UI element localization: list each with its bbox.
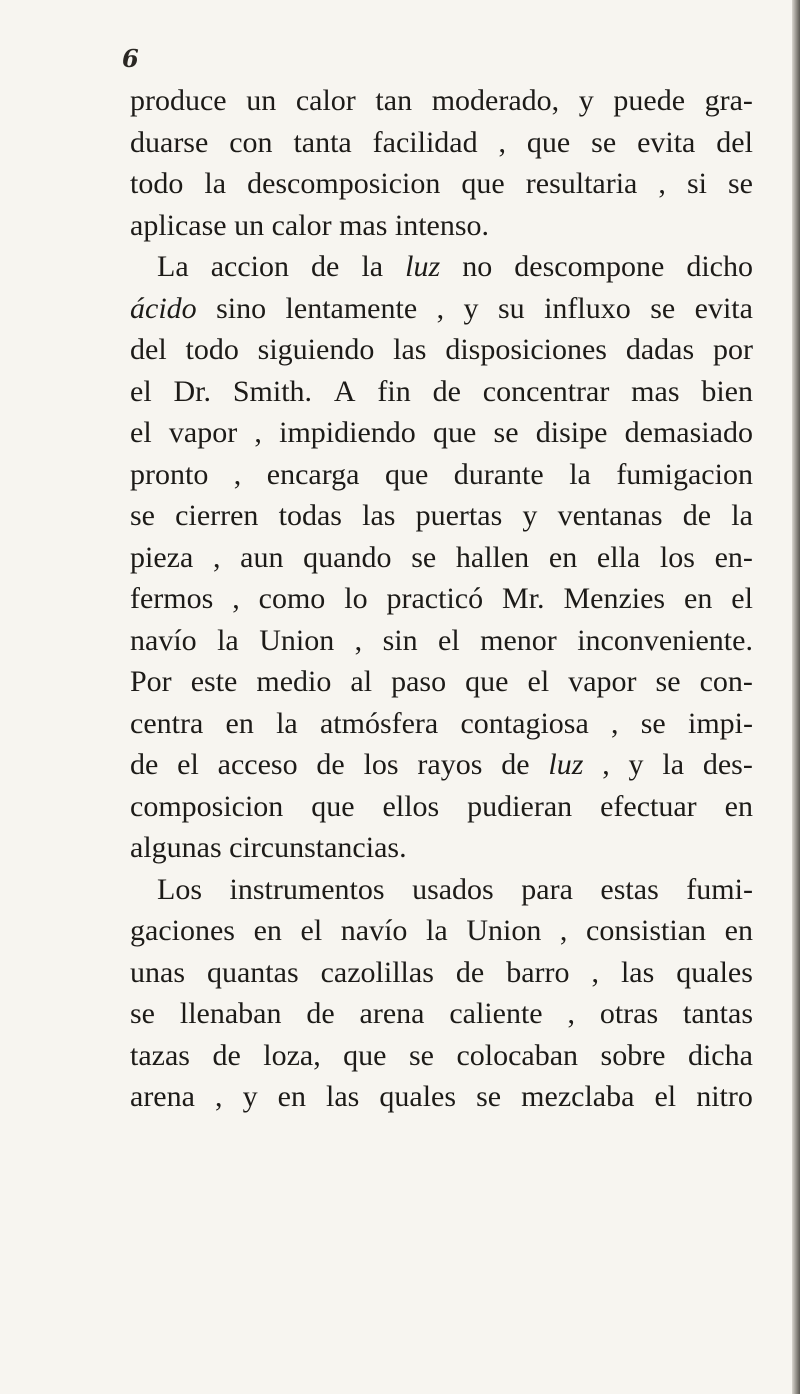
text-line: pronto , encarga que durante la fumigacion bbox=[130, 457, 753, 491]
text-line: de el acceso de los rayos de luz , y la des- bbox=[130, 748, 753, 781]
text-line: el vapor , impidiendo que se disipe demasiado bbox=[130, 416, 753, 449]
page-number: 6 bbox=[122, 44, 139, 73]
text-line: todo la descomposicion que resultaria , si se bbox=[130, 167, 753, 200]
text-line: Los instrumentos usados para estas fumi- bbox=[157, 872, 753, 906]
text-line: el Dr. Smith. A fin de concentrar mas bien bbox=[130, 374, 753, 408]
text-line: del todo siguiendo las disposiciones dadas por bbox=[130, 333, 753, 366]
text-line: se cierren todas las puertas y ventanas de la bbox=[130, 499, 753, 532]
text-line: fermos , como lo practicó Mr. Menzies en el bbox=[130, 582, 753, 615]
text-line: algunas circunstancias. bbox=[130, 831, 407, 864]
text-line: centra en la atmósfera contagiosa , se impi- bbox=[130, 706, 753, 740]
text-line: unas quantas cazolillas de barro , las quales bbox=[130, 955, 753, 989]
text-line: aplicase un calor mas intenso. bbox=[130, 208, 490, 242]
text-line: tazas de loza, que se colocaban sobre dicha bbox=[130, 1038, 753, 1072]
page-edge-shadow bbox=[792, 0, 800, 1394]
text-line: ácido sino lentamente , y su influxo se evita bbox=[130, 291, 753, 325]
body-text bbox=[130, 80, 790, 1118]
text-line: arena , y en las quales se mezclaba el nitro bbox=[130, 1080, 753, 1113]
text-line: se llenaban de arena caliente , otras tantas bbox=[130, 997, 753, 1030]
text-line: La accion de la luz no descompone dicho bbox=[157, 250, 753, 283]
text-line: composicion que ellos pudieran efectuar en bbox=[130, 789, 753, 823]
text-line: produce un calor tan moderado, y puede gra- bbox=[130, 84, 753, 117]
text-line: Por este medio al paso que el vapor se con- bbox=[130, 665, 753, 698]
text-line: gaciones en el navío la Union , consistian en bbox=[130, 914, 753, 947]
text-line: pieza , aun quando se hallen en ella los en- bbox=[130, 540, 753, 574]
text-line: navío la Union , sin el menor inconveniente. bbox=[130, 623, 753, 657]
text-line: duarse con tanta facilidad , que se evita del bbox=[130, 125, 753, 159]
